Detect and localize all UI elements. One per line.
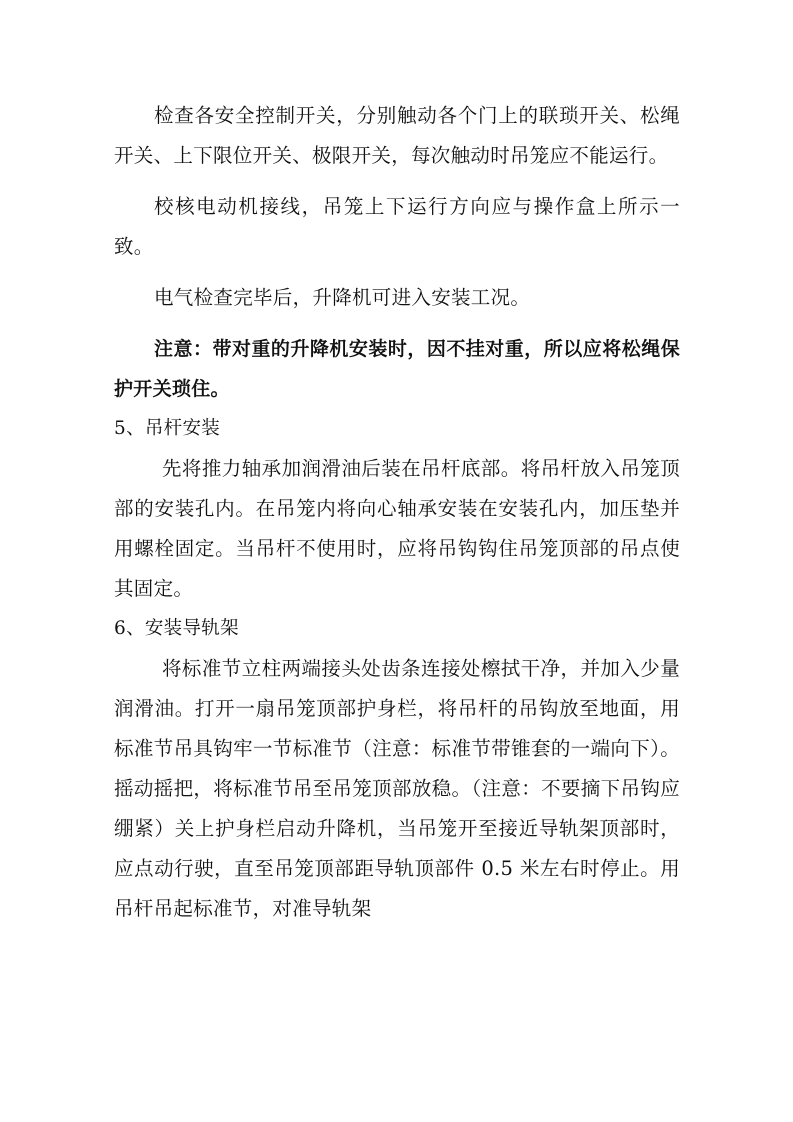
paragraph-motor-wiring: 校核电动机接线，吊笼上下运行方向应与操作盒上所示一致。 [114, 195, 680, 258]
paragraph-electrical-check-complete: 电气检查完毕后，升降机可进入安装工况。 [154, 286, 531, 309]
document-body [114, 96, 680, 929]
paragraph-mast-installation: 将标准节立柱两端接头处齿条连接处檫拭干净，并加入少量润滑油。打开一扇吊笼顶部护身栏，将吊杆的吊钩放至地面，用标准节吊具钩牢一节标准节（注意：标准节带锥套的一端向下）。摇动摇把，将标准节吊至吊笼顶部放稳。（注意：不要摘下吊钩应绷紧）关上护身栏启动升降机，当吊笼开至接近导轨架顶部时，应点动行驶，直至吊笼顶部距导轨顶部件 0.5 米左右时停止。用吊杆吊起标准节，对准导轨架 [114, 657, 680, 920]
paragraph-safety-note: 注意：带对重的升降机安装时，因不挂对重，所以应将松绳保护开关琐住。 [114, 338, 680, 400]
section-heading-mast-installation: 6、安装导轨架 [114, 618, 239, 639]
section-heading-boom-installation: 5、吊杆安装 [114, 418, 221, 439]
paragraph-safety-switch-check: 检查各安全控制开关，分别触动各个门上的联琐开关、松绳开关、上下限位开关、极限开关，每次触动时吊笼应不能运行。 [114, 104, 680, 167]
paragraph-boom-installation: 先将推力轴承加润滑油后装在吊杆底部。将吊杆放入吊笼顶部的安装孔内。在吊笼内将向心轴承安装在安装孔内，加压垫并用螺栓固定。当吊杆不使用时，应将吊钩钩住吊笼顶部的吊点使其固定。 [114, 457, 680, 600]
